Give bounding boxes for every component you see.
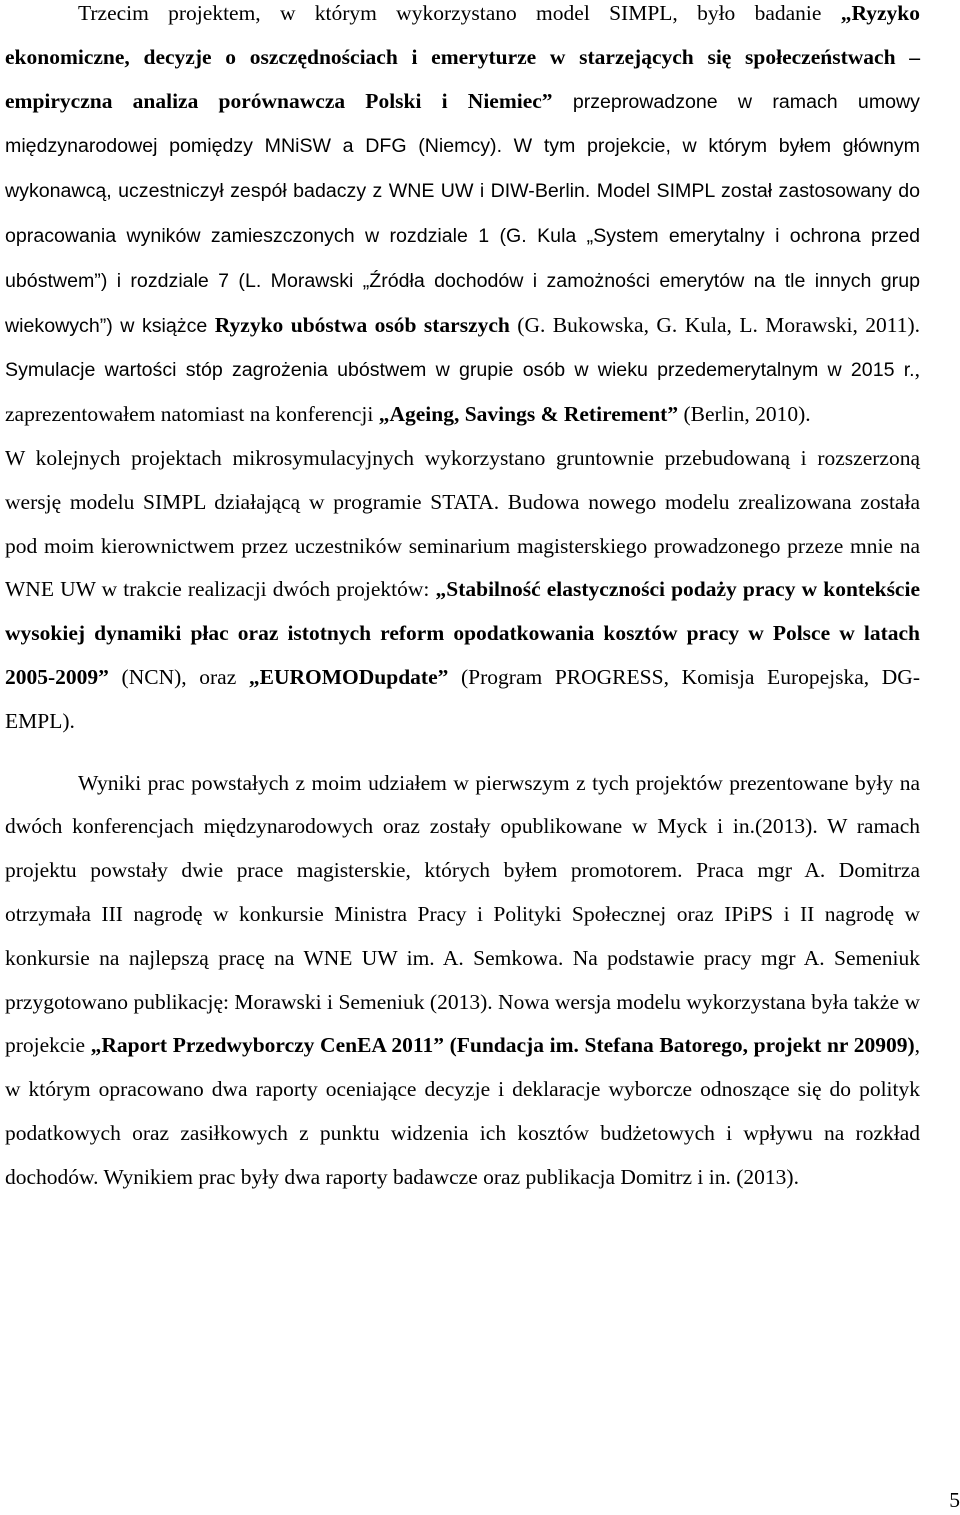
text-run: (Program PROGRESS, Komisja Europejska, DG-EMPL). — [5, 664, 920, 733]
text-run: przeprowadzone w ramach umowy międzynarodowej pomiędzy MNiSW a DFG (Niemcy). W tym projekcie, w którym byłem głównym wykonawcą, uczestniczył zespół badaczy z WNE UW i DIW-Berlin. Model SIMPL został zastosowany do opracowania wyników zamieszczonych w rozdziale 1 (G. Kula „System emerytalny i ochrona przed ubóstwem”) i rozdziale 7 (L. Morawski „Źródła dochodów i zamożności emerytów na tle innych grup wiekowych”) w książce — [5, 90, 920, 337]
text-run: (NCN), oraz — [108, 664, 249, 689]
text-run: Symulacje wartości stóp zagrożenia ubóstwem w grupie osób w wieku przedemerytalnym w 2015 r. — [5, 359, 915, 382]
text-run: , w którym opracowano dwa raporty oceniające decyzje i deklaracje wyborcze odnoszące się do polityk podatkowych oraz zasiłkowych z punktu widzenia ich kosztów budżetowych i wpływu na rozkład dochodów. Wynikiem prac były dwa raporty badawcze oraz publikacja Domitrz i in. (2013). — [5, 1033, 920, 1189]
text-run: (Berlin, 2010). — [678, 402, 811, 427]
document-page — [5, 0, 920, 1200]
paragraph-results — [5, 762, 920, 1200]
paragraph-third-project — [5, 0, 920, 437]
text-run: , zaprezentowałem natomiast na konferencji — [5, 357, 920, 427]
text-run: „Raport Przedwyborczy CenEA 2011” (Fundacja im. Stefana Batorego, projekt nr 20909) — [90, 1033, 915, 1058]
text-run: W kolejnych projektach mikrosymulacyjnych wykorzystano gruntownie przebudowaną i rozszerzoną wersję modelu SIMPL działającą w programie STATA. Budowa nowego modelu zrealizowana została pod moim kierownictwem przez uczestników seminarium magisterskiego prowadzonego przeze mnie na WNE UW w trakcie realizacji dwóch projektów: — [5, 445, 920, 602]
text-run: Ryzyko ubóstwa osób starszych — [214, 312, 510, 337]
text-run: Trzecim projektem, w którym wykorzystano model SIMPL, było badanie — [78, 1, 841, 25]
text-run: „Ryzyko ekonomiczne, decyzje o oszczędnościach i emeryturze w starzejących się społeczeństwach – empiryczna analiza porównawcza Polski i Niemiec” — [5, 1, 920, 113]
text-run: (G. Bukowska, G. Kula, L. Morawski, 2011). — [509, 312, 920, 337]
text-run: „Stabilność elastyczności podaży pracy w kontekście wysokiej dynamiki płac oraz istotnych reform opodatkowania kosztów pracy w Polsce w latach 2005-2009” — [5, 577, 920, 689]
text-run: „Ageing, Savings & Retirement” — [378, 402, 679, 427]
text-run: „EUROMODupdate” — [248, 664, 449, 689]
page-number: 5 — [949, 1488, 960, 1512]
text-run: Wyniki prac powstałych z moim udziałem w pierwszym z tych projektów prezentowane były na dwóch konferencjach międzynarodowych oraz zostały opublikowane w Myck i in.(2013). W ramach projektu powstały dwie prace magisterskie, których byłem promotorem. Praca mgr A. Domitrza otrzymała III nagrodę w konkursie Ministra Pracy i Polityki Społecznej oraz IPiPS i II nagrodę w konkursie na najlepszą pracę na WNE UW im. A. Semkowa. Na podstawie pracy mgr A. Semeniuk przygotowano publikację: Morawski i Semeniuk (2013). Nowa wersja modelu wykorzystana była także w projekcie — [5, 770, 920, 1058]
paragraph-next-projects — [5, 437, 920, 744]
